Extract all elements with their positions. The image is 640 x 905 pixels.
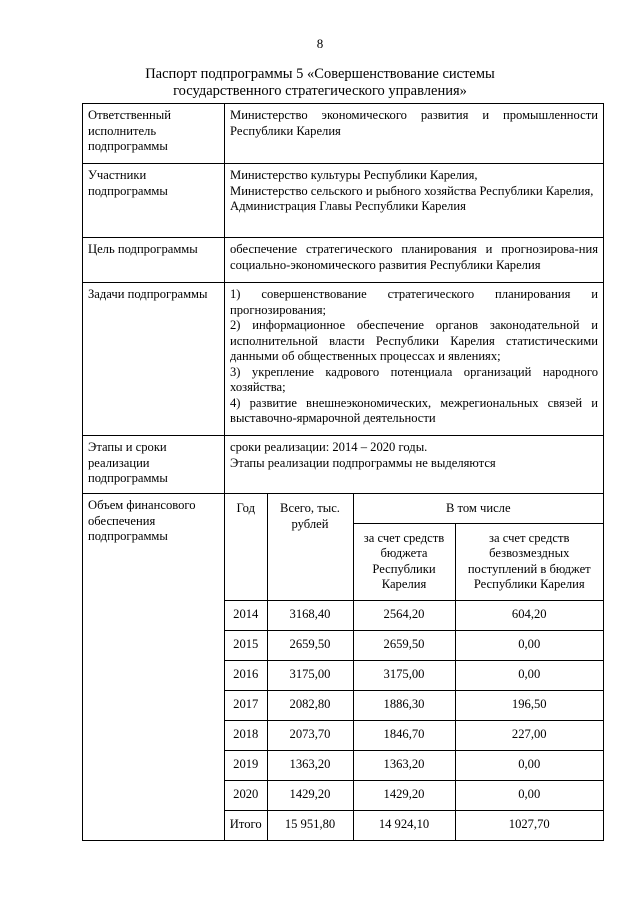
financing-year-cell: 2018 <box>225 720 267 750</box>
financing-total-cell: 2082,80 <box>267 690 353 720</box>
row-responsible <box>83 104 604 164</box>
financing-grants-cell: 0,00 <box>455 660 603 690</box>
financing-budget-cell: 1846,70 <box>353 720 455 750</box>
header-including: В том числе <box>353 494 603 523</box>
financing-label: Объем финансового обеспечения подпрограммы <box>83 494 225 841</box>
financing-budget-cell: 1429,20 <box>353 780 455 810</box>
financing-row <box>225 750 603 780</box>
financing-grants-cell: 0,00 <box>455 780 603 810</box>
financing-row <box>225 660 603 690</box>
financing-grants-cell: 227,00 <box>455 720 603 750</box>
row-participants <box>83 164 604 238</box>
title-line-2: государственного стратегического управления» <box>173 83 467 99</box>
participant-item: Министерство культуры Республики Карелия, <box>230 168 478 182</box>
financing-budget-cell: 2564,20 <box>353 600 455 630</box>
financing-total-cell: 15 951,80 <box>267 810 353 840</box>
stages-label: Этапы и сроки реализации подпрограммы <box>83 436 225 494</box>
financing-year-cell: 2016 <box>225 660 267 690</box>
task-item: 4) развитие внешнеэкономических, межрегиональных связей и выставочно-ярмарочной деятельности <box>230 395 598 425</box>
task-item: 3) укрепление кадрового потенциала организаций народного хозяйства; <box>230 364 598 394</box>
financing-row <box>225 780 603 810</box>
financing-budget-cell: 1363,20 <box>353 750 455 780</box>
page-title <box>100 66 540 100</box>
stages-value <box>225 436 604 494</box>
financing-grants-cell: 0,00 <box>455 630 603 660</box>
financing-year-cell: 2014 <box>225 600 267 630</box>
responsible-label: Ответственный исполнитель подпрограммы <box>83 104 225 164</box>
goal-label: Цель подпрограммы <box>83 238 225 283</box>
financing-row <box>225 600 603 630</box>
row-stages <box>83 436 604 494</box>
financing-grants-cell: 1027,70 <box>455 810 603 840</box>
financing-total-cell: 1429,20 <box>267 780 353 810</box>
financing-total-cell: 3175,00 <box>267 660 353 690</box>
row-tasks <box>83 283 604 436</box>
row-goal <box>83 238 604 283</box>
financing-row <box>225 720 603 750</box>
financing-budget-cell: 2659,50 <box>353 630 455 660</box>
participants-value <box>225 164 604 238</box>
responsible-value: Министерство экономического развития и промышленности Республики Карелия <box>225 104 604 164</box>
financing-total-cell: 2073,70 <box>267 720 353 750</box>
financing-row <box>225 810 603 840</box>
financing-table <box>225 494 603 840</box>
task-item: 1) совершенствование стратегического планирования и прогнозирования; <box>230 287 598 317</box>
financing-total-cell: 2659,50 <box>267 630 353 660</box>
financing-year-cell: Итого <box>225 810 267 840</box>
financing-grants-cell: 196,50 <box>455 690 603 720</box>
financing-year-cell: 2017 <box>225 690 267 720</box>
financing-budget-cell: 1886,30 <box>353 690 455 720</box>
participant-item: Администрация Главы Республики Карелия <box>230 199 466 213</box>
financing-grants-cell: 0,00 <box>455 750 603 780</box>
header-grants: за счет средств безвозмездных поступлений в бюджет Республики Карелия <box>455 523 603 600</box>
financing-year-cell: 2020 <box>225 780 267 810</box>
participant-item: Министерство сельского и рыбного хозяйства Республики Карелия, <box>230 183 594 198</box>
task-item: 2) информационное обеспечение органов законодательной и исполнительной власти Республики Карелия статистическими данными об общественных процессах и явлениях; <box>230 318 598 363</box>
row-financing <box>83 494 604 841</box>
goal-value: обеспечение стратегического планирования и прогнозирова-ния социально-экономического развития Республики Карелия <box>225 238 604 283</box>
participants-label: Участники подпрограммы <box>83 164 225 238</box>
financing-row <box>225 690 603 720</box>
tasks-label: Задачи подпрограммы <box>83 283 225 436</box>
stages-line-2: Этапы реализации подпрограммы не выделяются <box>230 455 496 470</box>
financing-total-cell: 1363,20 <box>267 750 353 780</box>
header-budget: за счет средств бюджета Республики Карелия <box>353 523 455 600</box>
financing-row <box>225 630 603 660</box>
passport-table <box>82 103 604 841</box>
financing-year-cell: 2015 <box>225 630 267 660</box>
title-line-1: Паспорт подпрограммы 5 «Совершенствование системы <box>145 66 495 82</box>
stages-line-1: сроки реализации: 2014 – 2020 годы. <box>230 440 428 454</box>
financing-budget-cell: 14 924,10 <box>353 810 455 840</box>
financing-total-cell: 3168,40 <box>267 600 353 630</box>
financing-value <box>225 494 604 841</box>
financing-header-row <box>225 494 603 523</box>
page-number: 8 <box>316 36 324 51</box>
header-year: Год <box>225 494 267 600</box>
header-total: Всего, тыс. рублей <box>267 494 353 600</box>
financing-budget-cell: 3175,00 <box>353 660 455 690</box>
financing-year-cell: 2019 <box>225 750 267 780</box>
tasks-value <box>225 283 604 436</box>
financing-grants-cell: 604,20 <box>455 600 603 630</box>
